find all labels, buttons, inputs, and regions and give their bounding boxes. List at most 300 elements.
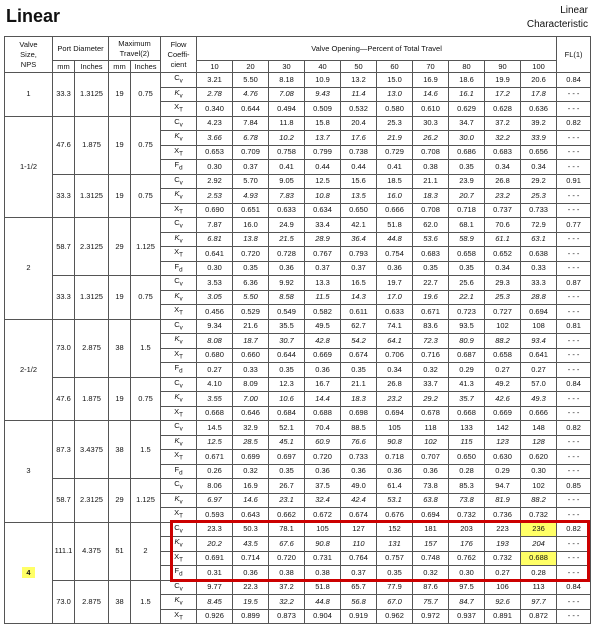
value-cell: 0.686 <box>449 145 485 160</box>
col-percent-20: 20 <box>233 61 269 73</box>
value-cell: 142 <box>485 421 521 436</box>
col-percent-60: 60 <box>377 61 413 73</box>
value-cell: 102 <box>413 435 449 450</box>
value-cell: 0.36 <box>305 363 341 378</box>
value-cell: 16.0 <box>233 218 269 233</box>
value-cell: 67.0 <box>377 595 413 610</box>
value-cell: 42.1 <box>341 218 377 233</box>
value-cell: 92.6 <box>485 595 521 610</box>
travel-inches-cell: 1.125 <box>131 479 161 523</box>
value-cell: 0.709 <box>233 145 269 160</box>
value-cell: 0.666 <box>521 406 557 421</box>
value-cell: 60.9 <box>305 435 341 450</box>
value-cell: 20.6 <box>521 73 557 88</box>
value-cell: 0.653 <box>197 145 233 160</box>
value-cell: 0.633 <box>377 305 413 320</box>
value-cell: 5.70 <box>233 174 269 189</box>
value-cell: 5.50 <box>233 290 269 305</box>
value-cell: 0.36 <box>269 261 305 276</box>
value-cell: 45.1 <box>269 435 305 450</box>
coefficient-label: $C_v$ <box>161 421 197 436</box>
value-cell: 26.7 <box>269 479 305 494</box>
value-cell: 106 <box>485 580 521 595</box>
characteristic-line-1: Linear <box>560 5 588 16</box>
value-cell: 0.708 <box>413 203 449 218</box>
value-cell: 0.36 <box>233 566 269 581</box>
value-cell: 19.9 <box>485 73 521 88</box>
fl-cell: - - - <box>557 551 591 566</box>
value-cell: 0.748 <box>413 551 449 566</box>
value-cell: 0.972 <box>413 609 449 624</box>
value-cell: 0.718 <box>449 203 485 218</box>
fl-cell: - - - <box>557 189 591 204</box>
value-cell: 0.641 <box>521 348 557 363</box>
value-cell: 0.767 <box>305 247 341 262</box>
travel-mm-cell: 38 <box>109 421 131 479</box>
value-cell: 97.7 <box>521 595 557 610</box>
table-row <box>5 218 591 233</box>
value-cell: 23.3 <box>197 522 233 537</box>
value-cell: 62.0 <box>413 218 449 233</box>
travel-mm-cell: 51 <box>109 522 131 580</box>
value-cell: 0.683 <box>485 145 521 160</box>
value-cell: 0.723 <box>449 305 485 320</box>
value-cell: 0.669 <box>305 348 341 363</box>
value-cell: 0.36 <box>377 464 413 479</box>
value-cell: 3.21 <box>197 73 233 88</box>
coefficient-label: $X_T$ <box>161 305 197 320</box>
value-cell: 93.4 <box>521 334 557 349</box>
port-inches-cell: 2.875 <box>75 580 109 624</box>
value-cell: 0.672 <box>305 508 341 523</box>
value-cell: 17.8 <box>521 87 557 102</box>
value-cell: 115 <box>449 435 485 450</box>
value-cell: 0.668 <box>197 406 233 421</box>
coefficient-label: $K_v$ <box>161 334 197 349</box>
value-cell: 203 <box>449 522 485 537</box>
value-cell: 32.2 <box>269 595 305 610</box>
value-cell: 53.6 <box>413 232 449 247</box>
value-cell: 72.3 <box>413 334 449 349</box>
value-cell: 0.35 <box>377 566 413 581</box>
fl-cell: - - - <box>557 464 591 479</box>
value-cell: 10.2 <box>269 131 305 146</box>
table-row <box>5 421 591 436</box>
coefficient-label: $X_T$ <box>161 203 197 218</box>
value-cell: 21.5 <box>269 232 305 247</box>
value-cell: 0.32 <box>233 464 269 479</box>
value-cell: 11.8 <box>269 116 305 131</box>
coefficient-label: $K_v$ <box>161 189 197 204</box>
value-cell: 0.652 <box>485 247 521 262</box>
travel-mm-cell: 19 <box>109 276 131 320</box>
coefficient-label: $C_v$ <box>161 116 197 131</box>
value-cell: 0.35 <box>413 261 449 276</box>
valve-size-cell: 1 <box>5 73 53 117</box>
valve-size-cell: 2 <box>5 218 53 320</box>
value-cell: 131 <box>377 537 413 552</box>
value-cell: 4.10 <box>197 377 233 392</box>
value-cell: 6.78 <box>233 131 269 146</box>
port-inches-cell: 4.375 <box>75 522 109 580</box>
value-cell: 9.34 <box>197 319 233 334</box>
value-cell: 4.93 <box>233 189 269 204</box>
value-cell: 12.5 <box>197 435 233 450</box>
value-cell: 0.644 <box>269 348 305 363</box>
value-cell: 75.7 <box>413 595 449 610</box>
fl-cell: 0.87 <box>557 276 591 291</box>
value-cell: 13.3 <box>305 276 341 291</box>
col-percent-50: 50 <box>341 61 377 73</box>
value-cell: 33.4 <box>305 218 341 233</box>
col-flow-coefficient: Flow Coeffi- cient <box>161 37 197 73</box>
value-cell: 81.9 <box>485 493 521 508</box>
value-cell: 0.26 <box>197 464 233 479</box>
value-cell: 148 <box>521 421 557 436</box>
value-cell: 0.38 <box>413 160 449 175</box>
value-cell: 35.5 <box>269 319 305 334</box>
value-cell: 72.9 <box>521 218 557 233</box>
value-cell: 44.8 <box>305 595 341 610</box>
value-cell: 14.3 <box>341 290 377 305</box>
value-cell: 15.6 <box>341 174 377 189</box>
value-cell: 70.4 <box>305 421 341 436</box>
fl-cell: - - - <box>557 348 591 363</box>
fl-cell: - - - <box>557 508 591 523</box>
value-cell: 37.2 <box>485 116 521 131</box>
coefficient-label: $K_v$ <box>161 131 197 146</box>
value-cell: 0.799 <box>305 145 341 160</box>
col-travel-inches: Inches <box>131 61 161 73</box>
travel-inches-cell: 1.125 <box>131 218 161 276</box>
fl-cell: 0.84 <box>557 377 591 392</box>
value-cell: 88.2 <box>485 334 521 349</box>
value-cell: 61.4 <box>377 479 413 494</box>
value-cell: 32.4 <box>305 493 341 508</box>
fl-cell: 0.82 <box>557 116 591 131</box>
travel-mm-cell: 29 <box>109 479 131 523</box>
value-cell: 0.668 <box>449 406 485 421</box>
col-valve-size: Valve Size, NPS <box>5 37 53 73</box>
fl-cell: - - - <box>557 131 591 146</box>
port-mm-cell: 33.3 <box>53 73 75 117</box>
coefficient-label: $K_v$ <box>161 87 197 102</box>
value-cell: 108 <box>521 319 557 334</box>
coefficient-label: $C_v$ <box>161 276 197 291</box>
value-cell: 0.28 <box>521 566 557 581</box>
value-cell: 0.873 <box>269 609 305 624</box>
fl-cell: 0.82 <box>557 522 591 537</box>
value-cell: 32.2 <box>485 131 521 146</box>
value-cell: 0.633 <box>269 203 305 218</box>
value-cell: 85.3 <box>449 479 485 494</box>
coefficient-label: $K_v$ <box>161 537 197 552</box>
fl-cell: - - - <box>557 392 591 407</box>
fl-cell: - - - <box>557 261 591 276</box>
value-cell: 0.35 <box>269 363 305 378</box>
coefficient-label: $K_v$ <box>161 435 197 450</box>
value-cell: 0.549 <box>269 305 305 320</box>
value-cell: 30.3 <box>413 116 449 131</box>
value-cell: 13.0 <box>377 87 413 102</box>
table-row <box>5 479 591 494</box>
sheet-header <box>0 0 596 36</box>
value-cell: 0.720 <box>269 551 305 566</box>
travel-mm-cell: 29 <box>109 218 131 276</box>
value-cell: 63.8 <box>413 493 449 508</box>
value-cell: 29.2 <box>521 174 557 189</box>
table-row <box>5 319 591 334</box>
value-cell: 17.0 <box>377 290 413 305</box>
value-cell: 14.6 <box>413 87 449 102</box>
value-cell: 0.738 <box>341 145 377 160</box>
value-cell: 0.38 <box>305 566 341 581</box>
value-cell: 152 <box>377 522 413 537</box>
travel-inches-cell: 0.75 <box>131 174 161 218</box>
coefficient-label: $X_T$ <box>161 609 197 624</box>
coefficient-label: $C_v$ <box>161 319 197 334</box>
coefficient-label: $K_v$ <box>161 232 197 247</box>
value-cell: 7.83 <box>269 189 305 204</box>
value-cell: 8.09 <box>233 377 269 392</box>
value-cell: 13.7 <box>305 131 341 146</box>
col-valve-opening: Valve Opening—Percent of Total Travel <box>197 37 557 61</box>
port-mm-cell: 33.3 <box>53 276 75 320</box>
value-cell: 25.3 <box>377 116 413 131</box>
port-mm-cell: 58.7 <box>53 218 75 276</box>
value-cell: 0.34 <box>485 261 521 276</box>
value-cell: 0.728 <box>269 247 305 262</box>
value-cell: 6.81 <box>197 232 233 247</box>
value-cell: 0.628 <box>485 102 521 117</box>
port-inches-cell: 2.875 <box>75 319 109 377</box>
value-cell: 0.509 <box>305 102 341 117</box>
value-cell: 0.36 <box>413 464 449 479</box>
value-cell: 118 <box>413 421 449 436</box>
value-cell: 42.8 <box>305 334 341 349</box>
fl-cell: - - - <box>557 203 591 218</box>
value-cell: 0.706 <box>377 348 413 363</box>
value-cell: 181 <box>413 522 449 537</box>
value-cell: 0.610 <box>413 102 449 117</box>
fl-cell: - - - <box>557 537 591 552</box>
value-cell: 0.688 <box>305 406 341 421</box>
port-inches-cell: 1.3125 <box>75 73 109 117</box>
value-cell: 0.37 <box>341 566 377 581</box>
value-cell: 28.8 <box>521 290 557 305</box>
value-cell: 0.456 <box>197 305 233 320</box>
valve-size-cell: 2-1/2 <box>5 319 53 421</box>
value-cell: 0.937 <box>449 609 485 624</box>
fl-cell: - - - <box>557 406 591 421</box>
coefficient-label: $X_T$ <box>161 102 197 117</box>
value-cell: 0.666 <box>377 203 413 218</box>
value-cell: 77.9 <box>377 580 413 595</box>
value-cell: 0.691 <box>197 551 233 566</box>
fl-cell: - - - <box>557 363 591 378</box>
value-cell: 0.32 <box>413 363 449 378</box>
value-cell: 0.669 <box>485 406 521 421</box>
value-cell: 29.2 <box>413 392 449 407</box>
table-row <box>5 73 591 88</box>
value-cell: 23.9 <box>449 174 485 189</box>
port-inches-cell: 1.875 <box>75 377 109 421</box>
value-cell: 0.44 <box>305 160 341 175</box>
fl-cell: 0.81 <box>557 319 591 334</box>
fl-cell: - - - <box>557 160 591 175</box>
coefficient-label: $X_T$ <box>161 145 197 160</box>
fl-cell: 0.91 <box>557 174 591 189</box>
value-cell: 0.340 <box>197 102 233 117</box>
coefficient-label: $X_T$ <box>161 508 197 523</box>
value-cell: 25.3 <box>521 189 557 204</box>
port-mm-cell: 73.0 <box>53 319 75 377</box>
value-cell: 0.872 <box>521 609 557 624</box>
value-cell: 0.34 <box>485 160 521 175</box>
value-cell: 0.27 <box>521 363 557 378</box>
fl-cell: 0.77 <box>557 218 591 233</box>
col-fl: FL(1) <box>557 37 591 73</box>
value-cell: 25.6 <box>449 276 485 291</box>
value-cell: 28.9 <box>305 232 341 247</box>
col-port-diameter: Port Diameter <box>53 37 109 61</box>
value-cell: 0.31 <box>197 566 233 581</box>
port-inches-cell: 1.3125 <box>75 174 109 218</box>
travel-inches-cell: 1.5 <box>131 421 161 479</box>
value-cell: 6.97 <box>197 493 233 508</box>
value-cell: 58.9 <box>449 232 485 247</box>
value-cell: 0.674 <box>341 508 377 523</box>
value-cell: 68.1 <box>449 218 485 233</box>
value-cell: 0.35 <box>449 160 485 175</box>
value-cell: 62.7 <box>341 319 377 334</box>
port-mm-cell: 111.1 <box>53 522 75 580</box>
value-cell: 49.2 <box>485 377 521 392</box>
valve-size-highlight: 4 <box>22 567 34 578</box>
coefficient-label: $C_v$ <box>161 522 197 537</box>
value-cell: 0.718 <box>377 450 413 465</box>
travel-inches-cell: 0.75 <box>131 73 161 117</box>
value-cell: 0.732 <box>449 508 485 523</box>
value-cell: 0.33 <box>233 363 269 378</box>
travel-inches-cell: 0.75 <box>131 377 161 421</box>
value-cell: 14.4 <box>305 392 341 407</box>
coefficient-label: $F_d$ <box>161 363 197 378</box>
value-cell: 0.658 <box>485 348 521 363</box>
value-cell: 41.3 <box>449 377 485 392</box>
value-cell: 0.656 <box>521 145 557 160</box>
value-cell: 0.720 <box>233 247 269 262</box>
value-cell: 0.41 <box>377 160 413 175</box>
coefficient-label: $F_d$ <box>161 566 197 581</box>
value-cell: 0.41 <box>269 160 305 175</box>
characteristic-label <box>527 4 588 32</box>
fl-cell: - - - <box>557 290 591 305</box>
value-cell: 0.662 <box>269 508 305 523</box>
value-cell: 0.582 <box>305 305 341 320</box>
value-cell: 74.1 <box>377 319 413 334</box>
value-cell: 0.30 <box>197 160 233 175</box>
value-cell: 0.678 <box>413 406 449 421</box>
value-cell: 19.5 <box>233 595 269 610</box>
value-cell: 12.5 <box>305 174 341 189</box>
value-cell: 32.9 <box>233 421 269 436</box>
value-cell: 0.38 <box>269 566 305 581</box>
fl-cell: - - - <box>557 102 591 117</box>
value-cell: 0.694 <box>377 406 413 421</box>
fl-cell: 0.85 <box>557 479 591 494</box>
value-cell: 43.5 <box>233 537 269 552</box>
port-inches-cell: 1.3125 <box>75 276 109 320</box>
fl-cell: - - - <box>557 609 591 624</box>
coefficient-label: $C_v$ <box>161 479 197 494</box>
value-cell: 7.84 <box>233 116 269 131</box>
value-cell: 7.08 <box>269 87 305 102</box>
value-cell: 25.3 <box>485 290 521 305</box>
value-cell: 0.732 <box>521 508 557 523</box>
coefficient-label: $C_v$ <box>161 377 197 392</box>
travel-mm-cell: 38 <box>109 580 131 624</box>
value-cell: 0.37 <box>341 261 377 276</box>
value-cell: 0.29 <box>449 363 485 378</box>
value-cell: 0.34 <box>521 160 557 175</box>
value-cell: 73.8 <box>413 479 449 494</box>
sheet-title: Linear <box>6 6 61 26</box>
value-cell: 22.3 <box>233 580 269 595</box>
fl-cell: - - - <box>557 305 591 320</box>
value-cell: 22.7 <box>413 276 449 291</box>
value-cell: 18.3 <box>413 189 449 204</box>
value-cell: 9.77 <box>197 580 233 595</box>
coefficient-label: $X_T$ <box>161 406 197 421</box>
value-cell: 42.4 <box>341 493 377 508</box>
value-cell: 0.904 <box>305 609 341 624</box>
coefficient-label: $K_v$ <box>161 290 197 305</box>
value-cell: 0.707 <box>413 450 449 465</box>
value-cell: 0.658 <box>449 247 485 262</box>
value-cell: 102 <box>485 319 521 334</box>
fl-cell: 0.84 <box>557 580 591 595</box>
value-cell: 0.737 <box>485 203 521 218</box>
value-cell: 0.754 <box>377 247 413 262</box>
value-cell: 57.0 <box>521 377 557 392</box>
value-cell: 18.3 <box>341 392 377 407</box>
col-port-mm: mm <box>53 61 75 73</box>
value-cell: 0.36 <box>341 464 377 479</box>
travel-mm-cell: 19 <box>109 174 131 218</box>
value-cell: 0.629 <box>449 102 485 117</box>
value-cell: 52.1 <box>269 421 305 436</box>
value-cell: 0.671 <box>413 305 449 320</box>
value-cell: 204 <box>521 537 557 552</box>
port-inches-cell: 3.4375 <box>75 421 109 479</box>
value-cell: 73.8 <box>449 493 485 508</box>
col-percent-10: 10 <box>197 61 233 73</box>
value-cell: 94.7 <box>485 479 521 494</box>
col-percent-90: 90 <box>485 61 521 73</box>
value-cell: 39.2 <box>521 116 557 131</box>
value-cell: 0.641 <box>197 247 233 262</box>
value-cell: 0.638 <box>521 247 557 262</box>
value-cell: 21.1 <box>341 377 377 392</box>
value-cell: 0.793 <box>341 247 377 262</box>
value-cell: 11.4 <box>341 87 377 102</box>
value-cell: 30.7 <box>269 334 305 349</box>
value-cell: 78.1 <box>269 522 305 537</box>
port-mm-cell: 58.7 <box>53 479 75 523</box>
value-cell: 223 <box>485 522 521 537</box>
value-cell: 0.733 <box>341 450 377 465</box>
